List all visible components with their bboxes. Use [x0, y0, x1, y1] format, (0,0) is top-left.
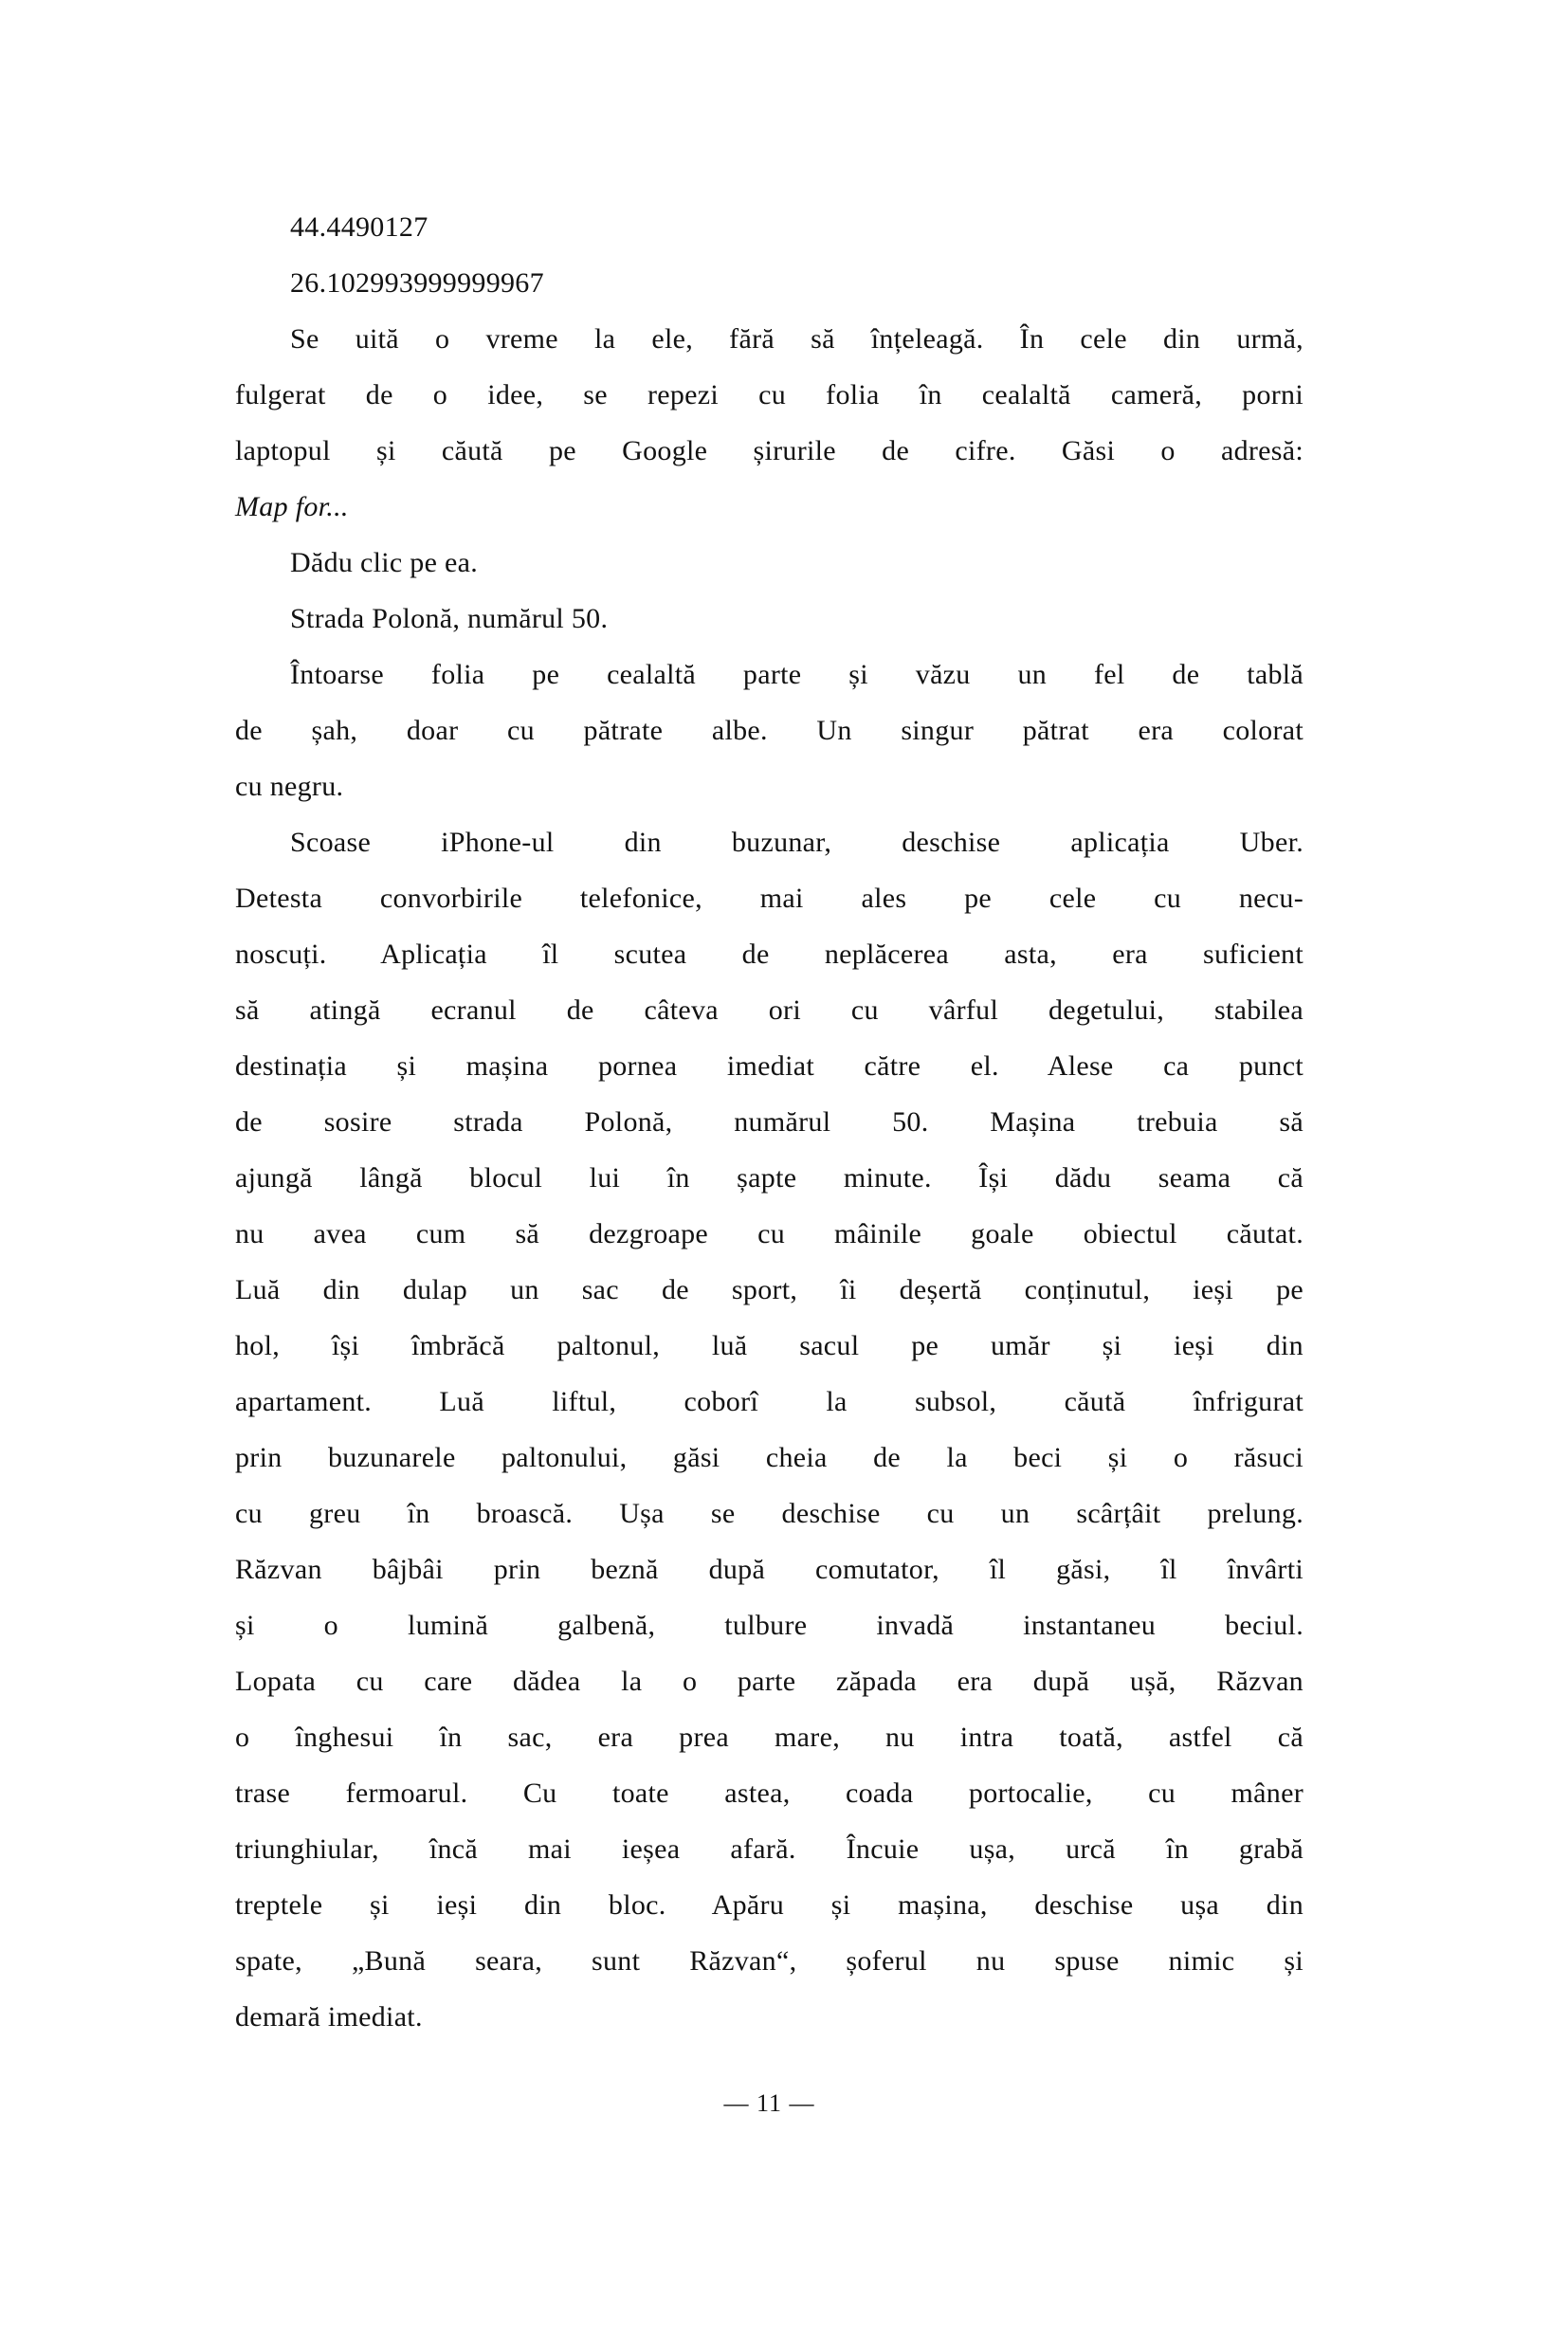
text-line: ajungă lângă blocul lui în șapte minute. Își dădu seama că — [235, 1162, 1304, 1194]
text-line: o înghesui în sac, era prea mare, nu intra toată, astfel că — [235, 1722, 1304, 1753]
text-line: spate, „Bună seara, sunt Răzvan“, șoferul nu spuse nimic și — [235, 1945, 1304, 1977]
text-line: laptopul și căută pe Google șirurile de cifre. Găsi o adresă: — [235, 435, 1304, 466]
text-line: Lopata cu care dădea la o parte zăpada era după ușă, Răzvan — [235, 1666, 1304, 1697]
text-line: destinația și mașina pornea imediat către el. Alese ca punct — [235, 1050, 1304, 1082]
text-line: triunghiular, încă mai ieșea afară. Încuie ușa, urcă în grabă — [235, 1833, 1304, 1865]
text-line: treptele și ieși din bloc. Apăru și mașina, deschise ușa din — [235, 1889, 1304, 1921]
text-block — [235, 199, 1304, 2119]
text-line: și o lumină galbenă, tulbure invadă instantaneu beciul. — [235, 1610, 1304, 1641]
text-line: Map for... — [235, 491, 349, 522]
page-number: — 11 — — [723, 2089, 815, 2117]
text-line: fulgerat de o idee, se repezi cu folia în cealaltă cameră, porni — [235, 379, 1304, 410]
text-line: Răzvan bâjbâi prin beznă după comutator, îl găsi, îl învârti — [235, 1554, 1304, 1585]
text-line: 44.4490127 — [290, 211, 428, 243]
text-line: să atingă ecranul de câteva ori cu vârful degetului, stabilea — [235, 994, 1304, 1026]
text-line: cu negru. — [235, 771, 344, 802]
text-line: prin buzunarele paltonului, găsi cheia de la beci și o răsuci — [235, 1442, 1304, 1473]
text-line: de șah, doar cu pătrate albe. Un singur pătrat era colorat — [235, 715, 1304, 746]
text-line: Dădu clic pe ea. — [290, 547, 479, 578]
text-line: apartament. Luă liftul, coborî la subsol, căută înfrigurat — [235, 1386, 1304, 1417]
text-line: Luă din dulap un sac de sport, îi deșertă conținutul, ieși pe — [235, 1274, 1304, 1305]
text-line: Se uită o vreme la ele, fără să înțeleagă. În cele din urmă, — [290, 323, 1304, 355]
text-line: 26.102993999999967 — [290, 267, 544, 299]
body-text — [235, 199, 1304, 2045]
text-line: nu avea cum să dezgroape cu mâinile goale obiectul căutat. — [235, 1218, 1304, 1249]
text-line: Scoase iPhone-ul din buzunar, deschise aplicația Uber. — [290, 827, 1304, 858]
text-line: de sosire strada Polonă, numărul 50. Mașina trebuia să — [235, 1106, 1304, 1138]
text-line: Strada Polonă, numărul 50. — [290, 603, 609, 634]
text-line: noscuți. Aplicația îl scutea de neplăcerea asta, era suficient — [235, 939, 1304, 970]
text-line: trase fermoarul. Cu toate astea, coada portocalie, cu mâner — [235, 1778, 1304, 1809]
text-line: hol, își îmbrăcă paltonul, luă sacul pe umăr și ieși din — [235, 1330, 1304, 1361]
text-line: Întoarse folia pe cealaltă parte și văzu un fel de tablă — [290, 659, 1304, 690]
text-line: demară imediat. — [235, 2001, 423, 2033]
text-line: Detesta convorbirile telefonice, mai ales pe cele cu necu- — [235, 883, 1304, 914]
text-line: cu greu în broască. Ușa se deschise cu un scârțâit prelung. — [235, 1498, 1304, 1529]
